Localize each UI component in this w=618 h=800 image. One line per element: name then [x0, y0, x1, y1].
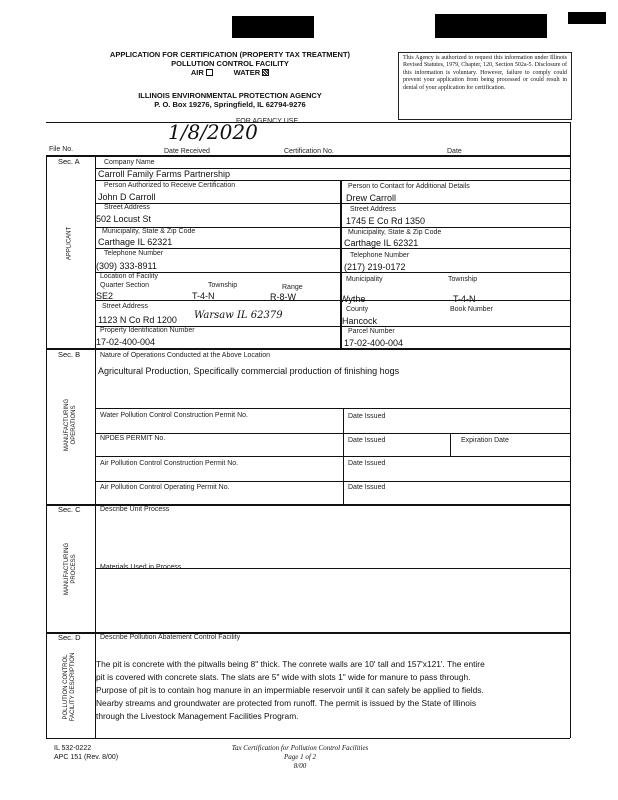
date-issued-label: Date Issued [348, 460, 386, 467]
township-value-2[interactable]: T-4-N [453, 294, 476, 304]
facility-type-checkboxes: AIR WATER [80, 68, 380, 77]
abatement-description[interactable]: The pit is concrete with the pitwalls being 8" thick. The conrete walls are 10' tall and 157'x121'. The entire pit is covered with concrete slats. The slats are 5" wide with slots 1" wide for manure to pass through. Purpose of pit is to contain hog manure in an impermiable reservoir until it can safely be applied to fields. Nearby streams and groundwater are protected from runoff. The permit is issued by the State of Illinois through the Livestock Management Facilities Program. [96, 659, 485, 721]
footer-center: Tax Certification for Pollution Control Facilities Page 1 of 2 8/00 [231, 744, 369, 770]
range-value[interactable]: R-8-W [270, 292, 296, 302]
describe-abatement-label: Describe Pollution Abatement Control Facility [100, 634, 241, 641]
quarter-section-label: Quarter Section [100, 282, 150, 289]
section-b-label: Sec. B [58, 350, 81, 359]
phone-value-2[interactable]: (217) 219-0172 [344, 262, 406, 272]
section-a-label: Sec. A [58, 157, 80, 166]
redaction-bar [232, 16, 314, 38]
range-label: Range [282, 284, 303, 291]
company-name-label: Company Name [104, 159, 155, 166]
nature-value[interactable]: Agricultural Production, Specifically commercial production of finishing hogs [98, 366, 400, 376]
property-id-label: Property Identification Number [100, 327, 195, 334]
file-no-label: File No. [49, 146, 74, 153]
rule [95, 456, 570, 457]
section-c-label: Sec. C [58, 505, 81, 514]
city-value-2[interactable]: Carthage IL 62321 [344, 238, 419, 248]
expiration-date-label: Expiration Date [461, 437, 509, 444]
applicant-side-label: APPLICANT [66, 226, 73, 261]
county-value[interactable]: Hancock [342, 316, 378, 326]
township-label: Township [208, 282, 238, 289]
apc-operating-label: Air Pollution Control Operating Permit No. [100, 484, 230, 491]
rule [95, 180, 570, 181]
agency-use-label: FOR AGENCY USE [236, 118, 299, 125]
apc-construction-label: Air Pollution Control Construction Permit No. [100, 460, 239, 467]
rule [46, 348, 570, 350]
rule [95, 408, 570, 409]
rule [95, 300, 570, 301]
street-label-1: Street Address [104, 204, 150, 211]
section-d-label: Sec. D [58, 633, 81, 642]
manufacturing-process-side-label: MANUFACTURING PROCESS [64, 542, 77, 596]
describe-unit-process-label: Describe Unit Process [100, 506, 170, 513]
parcel-label: Parcel Number [348, 328, 395, 335]
date-received-label: Date Received [164, 148, 210, 155]
rule [95, 433, 570, 434]
parcel-value[interactable]: 17-02-400-004 [344, 338, 404, 348]
form-title: APPLICATION FOR CERTIFICATION (PROPERTY TAX TREATMENT) POLLUTION CONTROL FACILITY AIR WATER [80, 50, 380, 77]
county-label: County [346, 306, 369, 313]
rule [95, 155, 96, 738]
phone-label-2: Telephone Number [350, 252, 410, 259]
form-id: IL 532-0222 APC 151 (Rev. 8/00) [54, 745, 119, 761]
wpc-permit-label: Water Pollution Control Construction Permit No. [100, 412, 248, 419]
municipality-label: Municipality [346, 276, 383, 283]
street-value-1[interactable]: 502 Locust St [96, 214, 152, 224]
township-value[interactable]: T-4-N [192, 291, 215, 301]
materials-used-label: Materials Used in Process [100, 564, 182, 571]
manufacturing-operations-side-label: MANUFACTURING OPERATIONS [64, 398, 77, 452]
rule [46, 122, 570, 123]
street-value-2[interactable]: 1745 E Co Rd 1350 [346, 216, 426, 226]
rule [95, 272, 570, 273]
rule [46, 155, 570, 157]
township-label-2: Township [448, 276, 478, 283]
quarter-section-value[interactable]: SE2 [96, 291, 114, 301]
date-issued-label: Date Issued [348, 413, 386, 420]
npdes-permit-label: NPDES PERMIT No. [100, 435, 166, 442]
property-id-value[interactable]: 17-02-400-004 [96, 337, 156, 347]
person-authorized-value[interactable]: John D Carroll [98, 192, 156, 202]
rule [95, 203, 570, 204]
rule [95, 568, 570, 569]
location-label: Location of Facility [100, 273, 158, 280]
street-label-2: Street Address [350, 206, 396, 213]
redaction-bar [435, 14, 547, 38]
city-value-1[interactable]: Carthage IL 62321 [98, 237, 173, 247]
city-label-1: Municipality, State & Zip Code [102, 228, 196, 235]
person-authorized-label: Person Authorized to Receive Certification [104, 182, 236, 189]
person-contact-value[interactable]: Drew Carroll [346, 193, 397, 203]
city-label-2: Municipality, State & Zip Code [348, 229, 442, 236]
facility-street-label: Street Address [102, 303, 148, 310]
privacy-notice: This Agency is authorized to request this information under Illinois Revised Statutes, 1979, Chapter, 120, Section 502a-5. Disclosure of this information is voluntary. However, failure to comply could prevent your application from being processed or could result in denial of your application for certification. [398, 52, 572, 120]
person-contact-label: Person to Contact for Additional Details [348, 183, 470, 190]
agency-block: ILLINOIS ENVIRONMENTAL PROTECTION AGENCY P. O. Box 19276, Springfield, IL 62794-9276 [138, 91, 322, 109]
rule [46, 155, 47, 738]
rule [95, 481, 570, 482]
nature-label: Nature of Operations Conducted at the Above Location [100, 352, 271, 359]
rule [46, 738, 570, 739]
company-name-value[interactable]: Carroll Family Farms Partnership [98, 169, 231, 179]
date-label: Date [447, 148, 462, 155]
rule [95, 248, 570, 249]
water-checkbox[interactable] [262, 69, 269, 76]
municipality-value[interactable]: Wythe [340, 294, 366, 304]
date-received-handwritten: 1/8/2020 [168, 120, 258, 144]
air-checkbox[interactable] [206, 69, 213, 76]
redaction-bar [568, 12, 606, 24]
rule [570, 122, 571, 738]
certification-no-label: Certification No. [284, 148, 334, 155]
rule [343, 408, 344, 504]
facility-street-value[interactable]: 1123 N Co Rd 1200 [98, 315, 177, 325]
facility-city-handwritten: Warsaw IL 62379 [194, 310, 283, 321]
date-issued-label: Date Issued [348, 484, 386, 491]
phone-label-1: Telephone Number [104, 250, 164, 257]
rule [450, 433, 451, 456]
book-number-label: Book Number [450, 306, 493, 313]
phone-value-1[interactable]: (309) 333-8911 [96, 261, 157, 271]
date-issued-label: Date Issued [348, 437, 386, 444]
pollution-control-side-label: POLLUTION CONTROL FACILITY DESCRIPTION [63, 652, 76, 722]
